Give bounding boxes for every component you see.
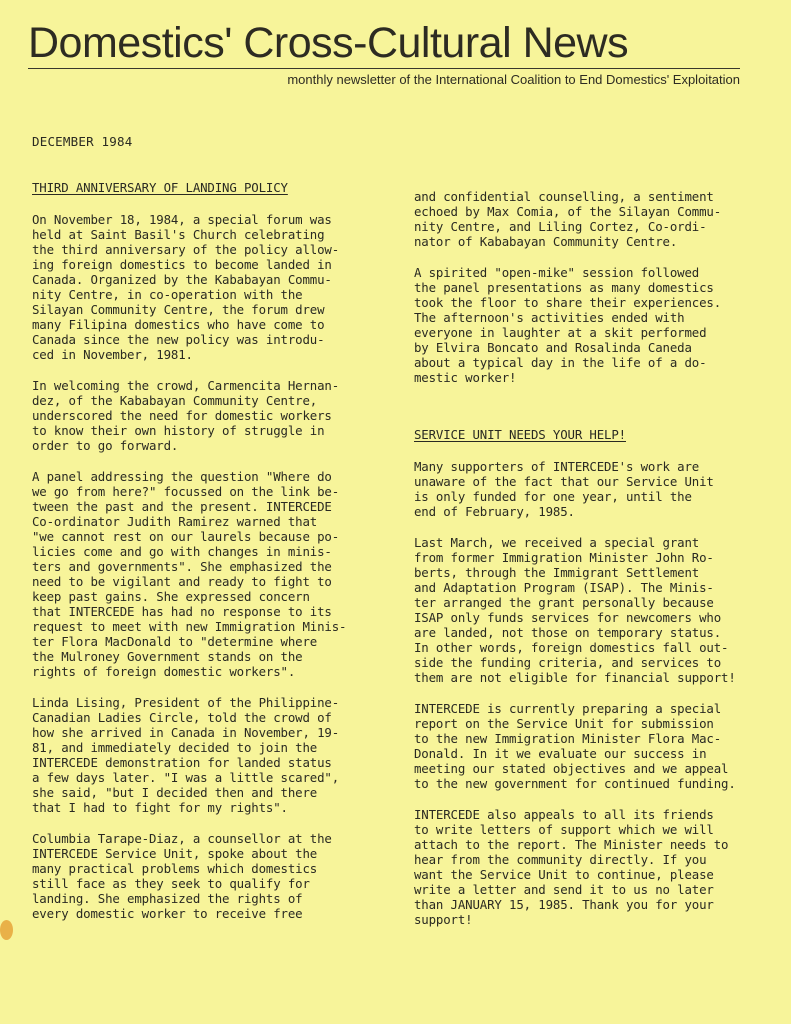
article-paragraph: Linda Lising, President of the Philippine- Canadian Ladies Circle, told the crowd of how she arrived in Canada in November, 19- 81, and immediately decided to join the INTERCEDE demonstration for landed status a few days later. "I was a little scared", she said, "but I decided then and there that I had to fight for my rights". — [32, 695, 340, 815]
newsletter-tagline: monthly newsletter of the International Coalition to End Domestics' Exploitation — [287, 72, 740, 87]
article-paragraph: and confidential counselling, a sentiment echoed by Max Comia, of the Silayan Commu- nity Centre, and Liling Cortez, Co-ordi- nator of Kababayan Community Centre. — [414, 189, 722, 249]
article-heading-service-unit: SERVICE UNIT NEEDS YOUR HELP! — [414, 427, 626, 442]
masthead-rule — [28, 68, 740, 69]
right-column — [414, 189, 766, 943]
article-paragraph: On November 18, 1984, a special forum was held at Saint Basil's Church celebrating the third anniversary of the policy allow- ing foreign domestics to become landed in Canada. Organized by the Kababayan Commu- nity Centre, in co-operation with the Silayan Community Centre, the forum drew many Filipina domestics who have come to Canada since the new policy was introdu- ced in November, 1981. — [32, 212, 340, 362]
article-paragraph: A panel addressing the question "Where do we go from here?" focussed on the link be- tween the past and the present. INTERCEDE Co-ordinator Judith Ramirez warned that "we cannot rest on our laurels because po- licies come and go with changes in minis- ters and governments". She emphasized the need to be vigilant and ready to fight to keep past gains. She expressed concern that INTERCEDE has had no response to its request to meet with new Immigration Minis- ter Flora MacDonald to "determine where the Mulroney Government stands on the rights of foreign domestic workers". — [32, 469, 347, 679]
article-paragraph: Last March, we received a special grant from former Immigration Minister John Ro- berts, through the Immigrant Settlement and Adaptation Program (ISAP). The Minis- ter arranged the grant personally because ISAP only funds services for newcomers who are landed, not those on temporary status. In other words, foreign domestics fall out- side the funding criteria, and services to them are not eligible for financial support! — [414, 535, 736, 685]
article-heading-anniversary: THIRD ANNIVERSARY OF LANDING POLICY — [32, 180, 288, 195]
article-paragraph: Many supporters of INTERCEDE's work are unaware of the fact that our Service Unit is only funded for one year, until the end of February, 1985. — [414, 459, 714, 519]
masthead — [28, 20, 740, 87]
issue-date: DECEMBER 1984 — [32, 134, 133, 149]
article-paragraph: A spirited "open-mike" session followed the panel presentations as many domestics took the floor to share their experiences. The afternoon's activities ended with everyone in laughter at a skit performed by Elvira Boncato and Rosalinda Caneda about a typical day in the life of a do- mestic worker! — [414, 265, 722, 385]
article-paragraph: Columbia Tarape-Diaz, a counsellor at the INTERCEDE Service Unit, spoke about the many practical problems which domestics still face as they seek to qualify for landing. She emphasized the rights of every domestic worker to receive free — [32, 831, 332, 921]
article-paragraph: In welcoming the crowd, Carmencita Hernan- dez, of the Kababayan Community Centre, underscored the need for domestic workers to know their own history of struggle in order to go forward. — [32, 378, 340, 453]
article-paragraph: INTERCEDE is currently preparing a special report on the Service Unit for submission to the new Immigration Minister Flora Mac- Donald. In it we evaluate our success in meeting our stated objectives and we appeal to the new government for continued funding. — [414, 701, 736, 791]
left-column — [32, 180, 384, 937]
newsletter-title: Domestics' Cross-Cultural News — [28, 19, 629, 67]
article-paragraph: INTERCEDE also appeals to all its friends to write letters of support which we will attach to the report. The Minister needs to hear from the community directly. If you want the Service Unit to continue, please write a letter and send it to us no later than JANUARY 15, 1985. Thank you for your support! — [414, 807, 729, 927]
paper-stain — [0, 920, 13, 940]
